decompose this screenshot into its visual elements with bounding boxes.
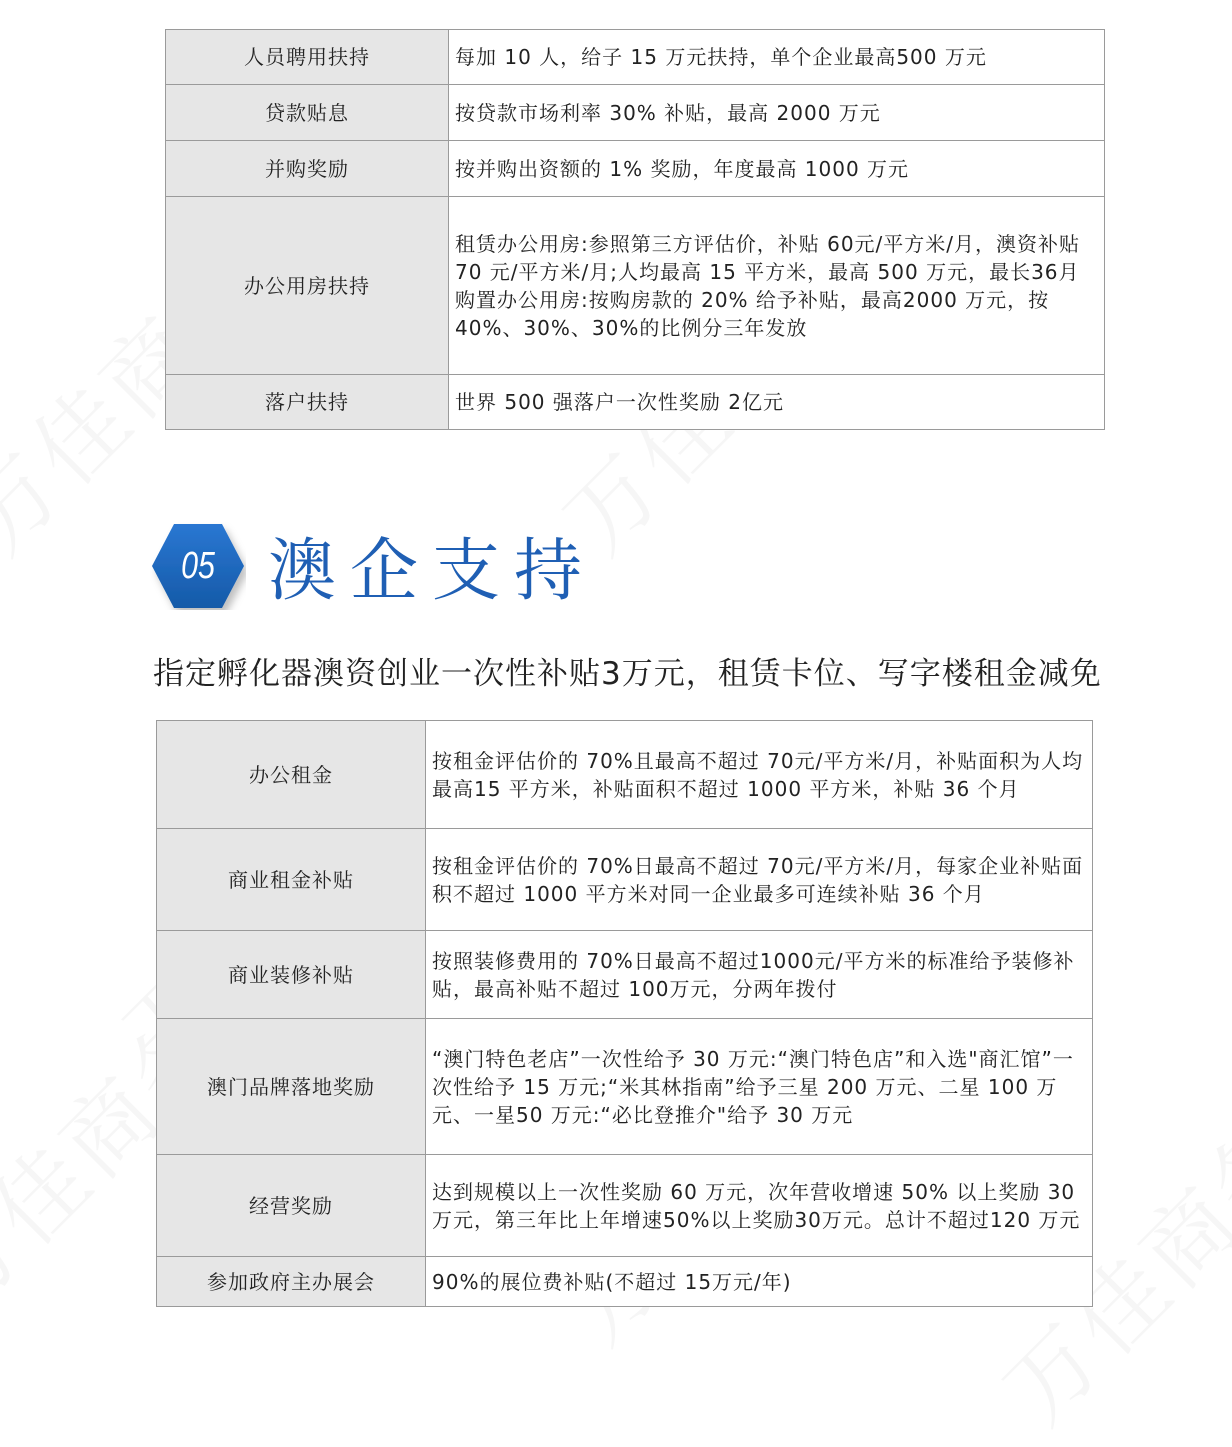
row-label: 并购奖励 — [166, 141, 449, 197]
table-row — [157, 721, 1093, 829]
row-description: 达到规模以上一次性奖励 60 万元，次年营收增速 50% 以上奖励 30 万元，第三年比上年增速50%以上奖励30万元。总计不超过120 万元 — [426, 1155, 1093, 1257]
row-description: 每加 10 人，给子 15 万元扶持，单个企业最高500 万元 — [449, 30, 1105, 85]
section-title: 澳企支持 — [268, 531, 597, 611]
policy-table-1 — [165, 29, 1105, 430]
row-description: 按贷款市场利率 30% 补贴，最高 2000 万元 — [449, 85, 1105, 141]
section-subtitle: 指定孵化器澳资创业一次性补贴3万元，租赁卡位、写字楼租金减免 — [153, 656, 1102, 692]
table-row — [157, 1155, 1093, 1257]
row-label: 澳门品牌落地奖励 — [157, 1019, 426, 1155]
row-label: 商业租金补贴 — [157, 829, 426, 931]
table-row — [166, 30, 1105, 85]
row-label: 商业装修补贴 — [157, 931, 426, 1019]
policy-table-2 — [156, 720, 1093, 1307]
table-row — [157, 829, 1093, 931]
row-description: 按租金评估价的 70%且最高不超过 70元/平方米/月，补贴面积为人均最高15 平方米，补贴面积不超过 1000 平方米，补贴 36 个月 — [426, 721, 1093, 829]
table-row — [157, 931, 1093, 1019]
row-description: 租赁办公用房:参照第三方评估价，补贴 60元/平方米/月，澳资补贴 70 元/平方米/月;人均最高 15 平方米，最高 500 万元，最长36月 购置办公用房:按购房款的 20% 给予补贴，最高2000 万元，按 40%、30%、30%的比例分三年发放 — [449, 197, 1105, 375]
table-row — [166, 141, 1105, 197]
row-description: 按并购出资额的 1% 奖励，年度最高 1000 万元 — [449, 141, 1105, 197]
row-label: 参加政府主办展会 — [157, 1257, 426, 1307]
row-description: 90%的展位费补贴(不超过 15万元/年) — [426, 1257, 1093, 1307]
table-row — [157, 1019, 1093, 1155]
row-label: 经营奖励 — [157, 1155, 426, 1257]
row-label: 贷款贴息 — [166, 85, 449, 141]
row-label: 办公租金 — [157, 721, 426, 829]
table-row — [166, 85, 1105, 141]
table-row — [166, 197, 1105, 375]
table-row — [157, 1257, 1093, 1307]
row-description: “澳门特色老店”一次性给予 30 万元:“澳门特色店”和入选"商汇馆”一次性给予 15 万元;“米其林指南”给予三星 200 万元、二星 100 万元、一星50 万元:“必比登推介"给予 30 万元 — [426, 1019, 1093, 1155]
row-label: 人员聘用扶持 — [166, 30, 449, 85]
table-row — [166, 375, 1105, 430]
row-description: 按照装修费用的 70%日最高不超过1000元/平方米的标准给予装修补贴，最高补贴不超过 100万元，分两年拨付 — [426, 931, 1093, 1019]
section-number: 05 — [181, 544, 215, 587]
row-description: 世界 500 强落户一次性奖励 2亿元 — [449, 375, 1105, 430]
row-label: 办公用房扶持 — [166, 197, 449, 375]
row-label: 落户扶持 — [166, 375, 449, 430]
row-description: 按租金评估价的 70%日最高不超过 70元/平方米/月，每家企业补贴面积不超过 1000 平方米对同一企业最多可连续补贴 36 个月 — [426, 829, 1093, 931]
